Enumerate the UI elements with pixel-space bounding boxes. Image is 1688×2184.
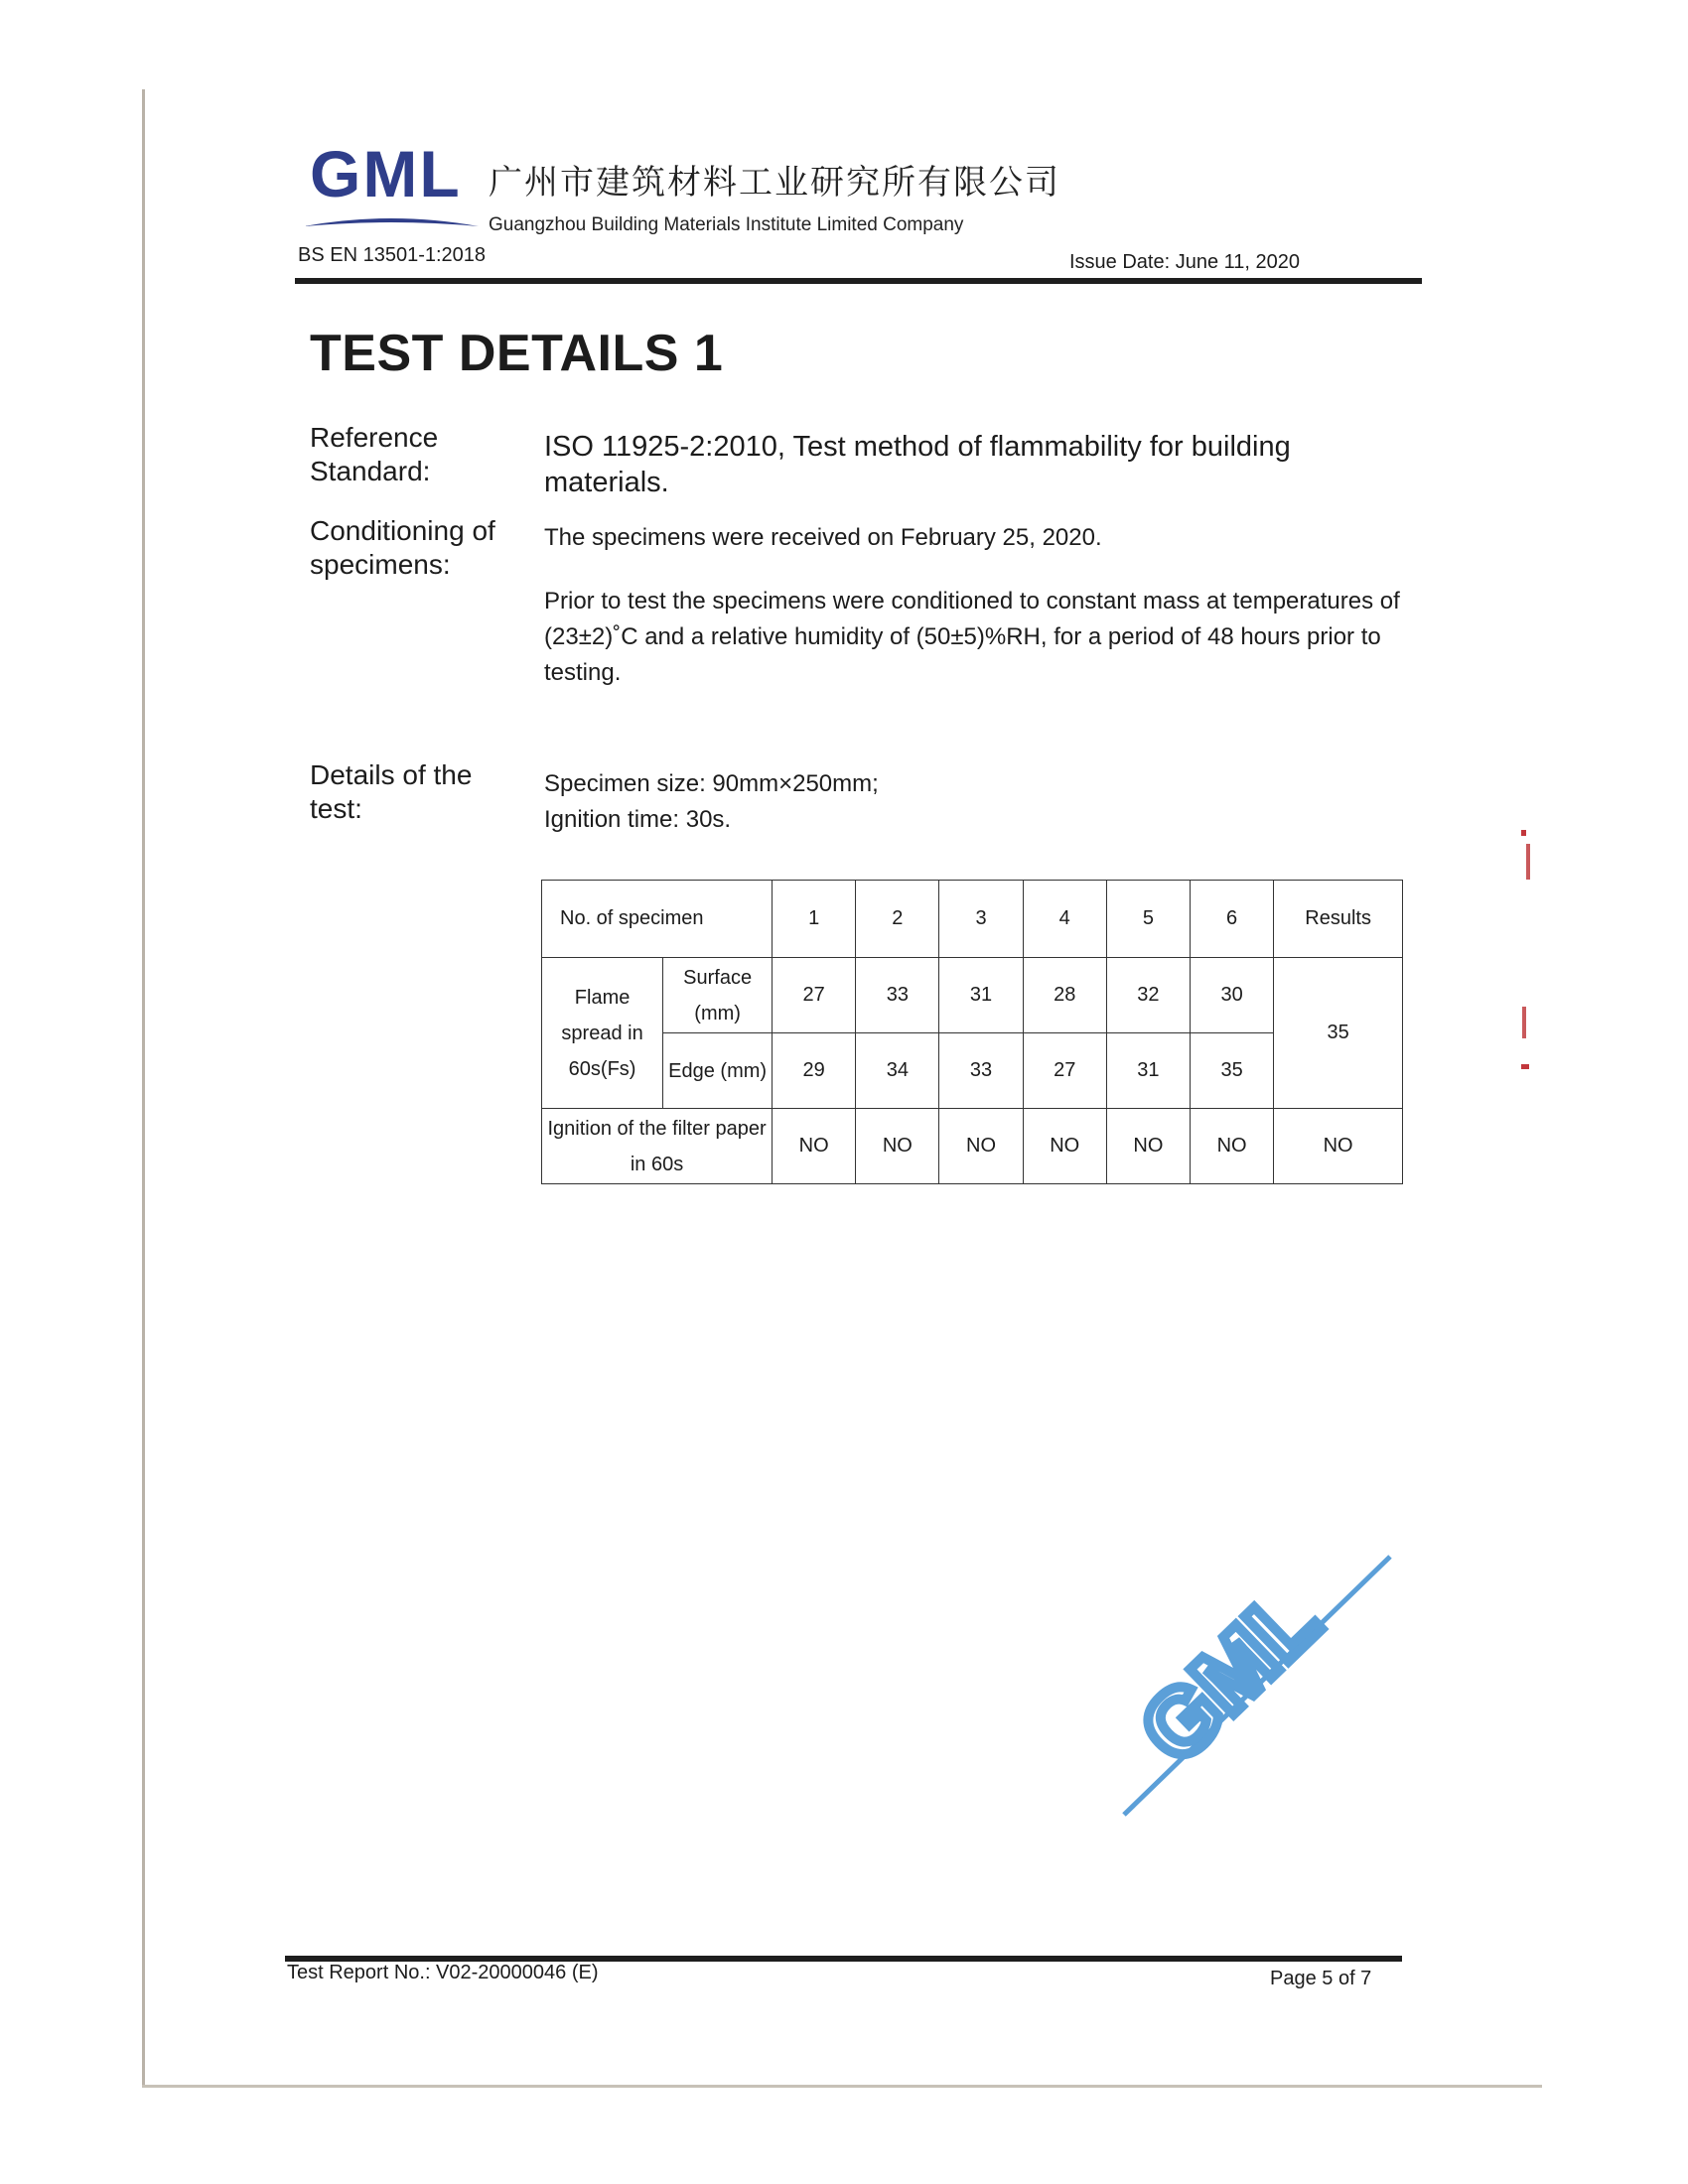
company-name-chinese: 广州市建筑材料工业研究所有限公司 bbox=[489, 164, 1060, 202]
classification-standard: BS EN 13501-1:2018 bbox=[298, 244, 487, 266]
edge-value-cell: 29 bbox=[773, 1033, 856, 1109]
edge-value-cell: 33 bbox=[939, 1033, 1023, 1109]
specimen-number-cell: 1 bbox=[773, 881, 856, 958]
ignition-label-cell: Ignition of the filter paper in 60s bbox=[542, 1109, 773, 1184]
page-title: TEST DETAILS 1 bbox=[310, 325, 724, 382]
reference-standard-label: Reference Standard: bbox=[310, 422, 439, 486]
margin-mark bbox=[1522, 1007, 1526, 1038]
ignition-value-cell: NO bbox=[773, 1109, 856, 1184]
company-name-english: Guangzhou Building Materials Institute Limited Company bbox=[489, 214, 964, 235]
margin-mark bbox=[1526, 844, 1530, 880]
conditioning-label: Conditioning of specimens: bbox=[310, 515, 495, 580]
ignition-time-text: Ignition time: 30s. bbox=[544, 806, 732, 833]
conditioning-prior-text: Prior to test the specimens were conditioned to constant mass at temperatures of (23±2)˚C and a relative humidity of (50±5)%RH, for a period of 48 hours prior to testing. bbox=[544, 588, 1400, 686]
report-number: Test Report No.: V02-20000046 (E) bbox=[287, 1962, 599, 1983]
ignition-value-cell: NO bbox=[1106, 1109, 1190, 1184]
sheet-left-edge bbox=[142, 89, 145, 2087]
page-number: Page 5 of 7 bbox=[1270, 1968, 1372, 1989]
edge-value-cell: 35 bbox=[1191, 1033, 1274, 1109]
specimen-size-text: Specimen size: 90mm×250mm; bbox=[544, 770, 879, 797]
edge-value-cell: 27 bbox=[1023, 1033, 1106, 1109]
specimen-number-cell: 2 bbox=[856, 881, 939, 958]
ignition-value-cell: NO bbox=[939, 1109, 1023, 1184]
margin-mark bbox=[1521, 1064, 1529, 1069]
ignition-result-cell: NO bbox=[1274, 1109, 1403, 1184]
surface-value-cell: 33 bbox=[856, 958, 939, 1033]
specimen-header-cell: No. of specimen bbox=[542, 881, 773, 958]
ignition-value-cell: NO bbox=[856, 1109, 939, 1184]
surface-value-cell: 27 bbox=[773, 958, 856, 1033]
table-row-edge bbox=[542, 1033, 1403, 1109]
edge-label-cell: Edge (mm) bbox=[663, 1033, 773, 1109]
results-header-cell: Results bbox=[1274, 881, 1403, 958]
header-rule bbox=[295, 278, 1422, 284]
reference-standard-text: ISO 11925-2:2010, Test method of flammability for building materials. bbox=[544, 431, 1291, 498]
edge-value-cell: 31 bbox=[1106, 1033, 1190, 1109]
surface-label-cell: Surface (mm) bbox=[663, 958, 773, 1033]
specimen-number-cell: 3 bbox=[939, 881, 1023, 958]
results-table bbox=[541, 880, 1403, 1184]
surface-value-cell: 28 bbox=[1023, 958, 1106, 1033]
flame-spread-result-cell: 35 bbox=[1274, 958, 1403, 1109]
test-details-label: Details of the test: bbox=[310, 759, 473, 824]
surface-value-cell: 32 bbox=[1106, 958, 1190, 1033]
ignition-value-cell: NO bbox=[1191, 1109, 1274, 1184]
edge-value-cell: 34 bbox=[856, 1033, 939, 1109]
specimen-number-cell: 4 bbox=[1023, 881, 1106, 958]
margin-mark bbox=[1521, 830, 1526, 836]
logo-swoosh-icon bbox=[304, 212, 479, 232]
flame-spread-label-cell: Flame spread in 60s(Fs) bbox=[542, 958, 663, 1109]
specimen-number-cell: 6 bbox=[1191, 881, 1274, 958]
ignition-value-cell: NO bbox=[1023, 1109, 1106, 1184]
company-logo: GML bbox=[310, 137, 462, 210]
issue-date: Issue Date: June 11, 2020 bbox=[1069, 251, 1301, 273]
surface-value-cell: 31 bbox=[939, 958, 1023, 1033]
specimen-number-cell: 5 bbox=[1106, 881, 1190, 958]
table-row-ignition bbox=[542, 1109, 1403, 1184]
surface-value-cell: 30 bbox=[1191, 958, 1274, 1033]
gml-watermark-stamp bbox=[1102, 1549, 1400, 1827]
stamp-text: GML bbox=[1121, 1569, 1338, 1783]
table-row-surface bbox=[542, 958, 1403, 1033]
conditioning-received-text: The specimens were received on February 25, 2020. bbox=[544, 524, 1102, 551]
table-header-row bbox=[542, 881, 1403, 958]
sheet-bottom-edge bbox=[142, 2085, 1542, 2088]
